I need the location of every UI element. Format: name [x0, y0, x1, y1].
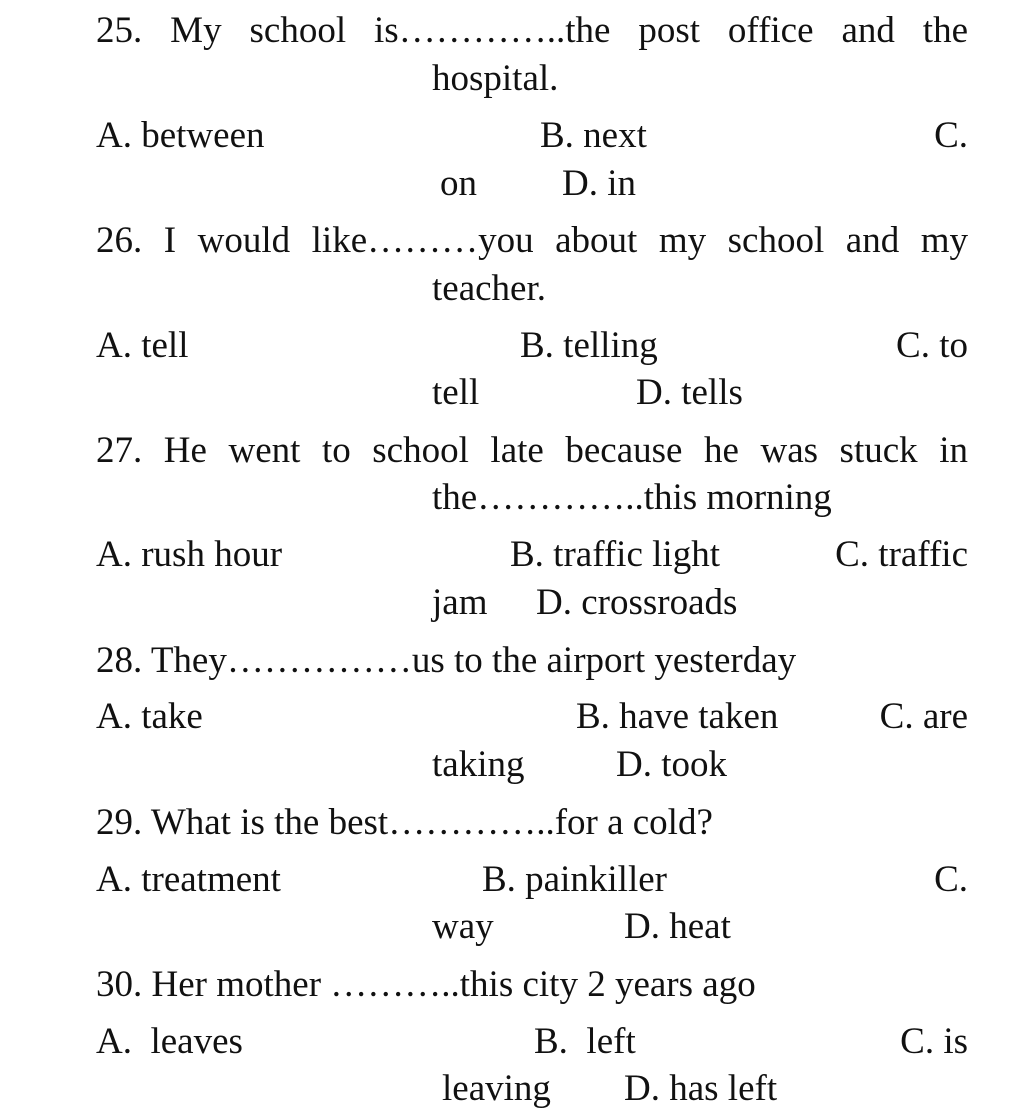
question-30-option-c-continued: leaving — [442, 1068, 551, 1109]
question-30-option-d: D. has left — [624, 1068, 778, 1109]
question-30-option-c: C. is — [900, 1021, 968, 1062]
question-27-option-c: C. traffic — [835, 534, 968, 575]
question-29-option-c-continued: way — [432, 906, 494, 947]
question-25-option-a: A. between — [96, 115, 265, 156]
question-29-option-d: D. heat — [624, 906, 731, 947]
question-29-stem: 29. What is the best…………..for a cold? — [96, 802, 713, 843]
question-28-option-c: C. are — [879, 696, 968, 737]
question-26-stem: 26. I would like………you about my school and my — [96, 220, 968, 261]
question-28-option-b: B. have taken — [576, 696, 779, 737]
question-27-option-b: B. traffic light — [510, 534, 720, 575]
question-28-stem: 28. They……………us to the airport yesterday — [96, 640, 797, 681]
question-26-option-d: D. tells — [636, 372, 743, 413]
question-29-option-c: C. — [934, 859, 968, 900]
question-27-option-c-continued: jam — [432, 582, 488, 623]
question-25-stem-continued: hospital. — [432, 58, 559, 99]
question-27-stem: 27. He went to school late because he was stuck in — [96, 430, 968, 471]
question-25-option-d: D. in — [562, 163, 636, 204]
question-27-option-d: D. crossroads — [536, 582, 738, 623]
question-25-stem: 25. My school is…………..the post office and the — [96, 10, 968, 51]
question-26-stem-continued: teacher. — [432, 268, 546, 309]
question-26-option-c: C. to — [896, 325, 968, 366]
question-28-option-a: A. take — [96, 696, 203, 737]
question-30-stem: 30. Her mother ………..this city 2 years ago — [96, 964, 756, 1005]
question-25-option-c: C. — [934, 115, 968, 156]
question-29-option-a: A. treatment — [96, 859, 281, 900]
question-25-option-c-continued: on — [440, 163, 477, 204]
question-26-option-b: B. telling — [520, 325, 658, 366]
question-29-option-b: B. painkiller — [482, 859, 667, 900]
question-26-option-a: A. tell — [96, 325, 189, 366]
question-28-option-c-continued: taking — [432, 744, 525, 785]
question-27-stem-continued: the…………..this morning — [432, 477, 832, 518]
question-28-option-d: D. took — [616, 744, 727, 785]
question-25-option-b: B. next — [540, 115, 647, 156]
question-27-option-a: A. rush hour — [96, 534, 283, 575]
question-26-option-c-continued: tell — [432, 372, 480, 413]
question-30-option-b: B. left — [534, 1021, 636, 1062]
question-30-option-a: A. leaves — [96, 1021, 243, 1062]
